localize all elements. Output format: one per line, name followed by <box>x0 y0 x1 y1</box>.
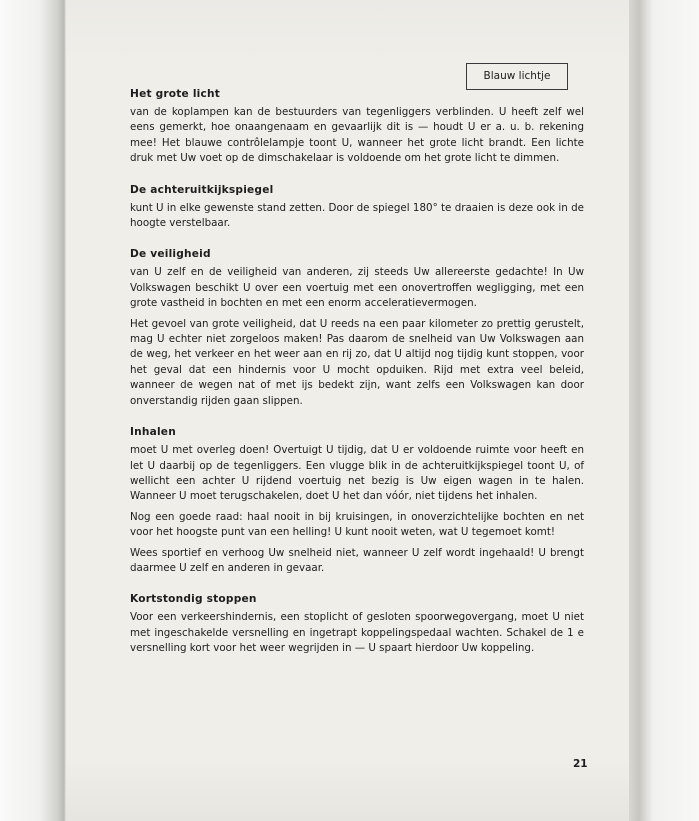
manual-page <box>66 0 629 821</box>
section-overtaking <box>130 426 584 576</box>
paragraph: van U zelf en de veiligheid van anderen, zij steeds Uw allereerste gedachte! In Uw Volkswagen beschikt U over een voertuig met een onovertroffen wegligging, met een grote vastheid in bochten en met een enorm acceleratievermogen. <box>130 266 584 310</box>
paragraph: Wees sportief en verhoog Uw snelheid niet, wanneer U zelf wordt ingehaald! U brengt daarmee U zelf en anderen in gevaar. <box>130 546 584 574</box>
section-heading: Inhalen <box>130 426 176 439</box>
paragraph: moet U met overleg doen! Overtuigt U tijdig, dat U er voldoende ruimte voor heeft en let U daarbij op de tegenliggers. Een vlugge blik in de achteruitkijkspiegel toont U, of wellicht een achter U rijdend voertuig net bezig is Uw eigen wagen in te halen. Wanneer U moet terugschakelen, doet U het dan vóór, niet tijdens het inhalen. <box>130 444 584 503</box>
paragraph: Nog een goede raad: haal nooit in bij kruisingen, in onoverzichtelijke bochten en net voor het hoogste punt van een helling! U kunt nooit weten, wat U tegemoet komt! <box>130 510 584 539</box>
scan-right-edge <box>629 0 699 821</box>
section-heading: Kortstondig stoppen <box>130 593 257 606</box>
section-heading: Het grote licht <box>130 88 220 100</box>
paragraph: Het gevoel van grote veiligheid, dat U reeds na een paar kilometer zo prettig gerustelt, mag U echter niet zorgeloos maken! Pas daarom de snelheid van Uw Volkswagen aan de weg, het verkeer en het weer aan en rij zo, dat U altijd nog tijdig kunt stoppen, voor het geval dat een hindernis voor U mocht opduiken. Rijd met extra veel beleid, wanneer de wegen nat of met ijs bedekt zijn, want zelfs een Volkswagen kan door onverstandig rijden gaan slippen. <box>130 317 584 407</box>
section-safety <box>130 248 584 409</box>
scan-left-edge <box>0 0 66 821</box>
section-rear-mirror <box>130 184 584 232</box>
section-heading: De achteruitkijkspiegel <box>130 183 274 196</box>
section-short-stop <box>130 593 584 656</box>
paragraph: Voor een verkeershindernis, een stoplicht of gesloten spoorwegovergang, moet U niet met ingeschakelde versnelling en ingetrapt koppelingspedaal wachten. Schakel de 1 e versnelling kort voor het weer wegrijden in — U spaart hierdoor Uw koppeling. <box>130 611 584 655</box>
page-number: 21 <box>573 758 588 770</box>
paragraph: van de koplampen kan de bestuurders van tegenliggers verblinden. U heeft zelf wel eens gemerkt, hoe onaangenaam en gevaarlijk dit is — houdt U er a. u. b. rekening mee! Het blauwe contrôlelampje toont U, wanneer het grote licht brandt. Een lichte druk met Uw voet op de dimschakelaar is voldoende om het grote licht te dimmen. <box>130 106 584 165</box>
margin-tag: Blauw lichtje <box>466 63 568 90</box>
section-heading: De veiligheid <box>130 248 211 261</box>
section-high-beam <box>130 88 584 167</box>
paragraph: kunt U in elke gewenste stand zetten. Door de spiegel 180° te draaien is deze ook in de hoogte verstelbaar. <box>130 201 584 230</box>
page-content <box>130 88 584 674</box>
